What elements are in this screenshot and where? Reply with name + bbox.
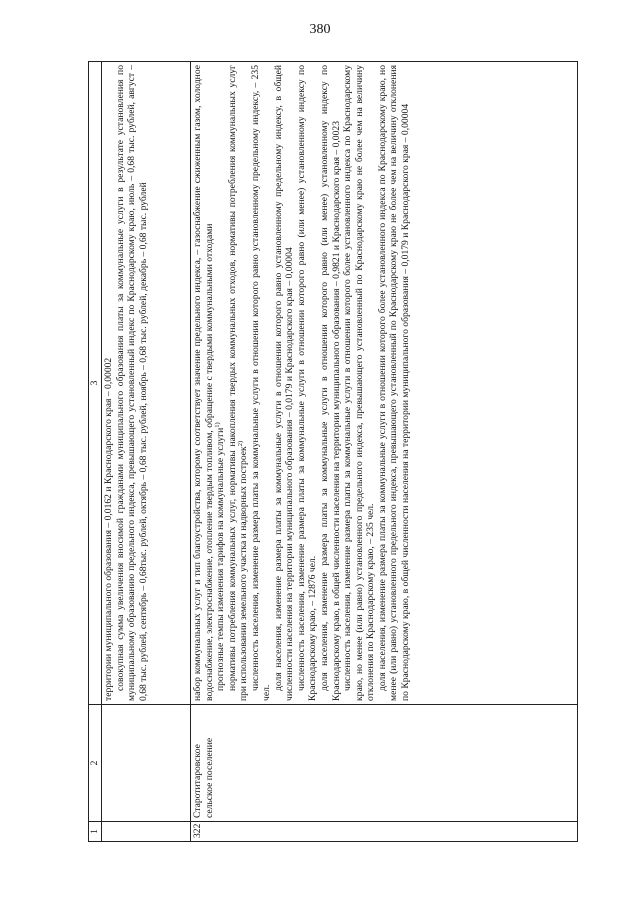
paragraph-share-equal-limit: доля населения, изменение размера платы за коммунальные услуги в отношении которого равно установленному предельному индексу, в общей численности населения на территории муниципального образования – 0,0179 и Краснодарского края – 0,00004 xyxy=(272,65,296,701)
cont-paragraph-sum: совокупная сумма увеличения вносимой гражданами муниципального образования платы за коммунальные услуги в результате установления по муниципальному образованию предельного индекса, превышающего установленный индекс по Краснодарскому краю, июль – 0,68 тыс. рублей, август – 0,68 тыс. рублей, сентябрь – 0,68тыс. рублей, октябрь – 0,68 тыс. рублей, ноябрь – 0,68 тыс. рублей, декабрь – 0,68 тыс. рублей xyxy=(114,65,149,701)
cont-row-municipality xyxy=(102,705,191,822)
municipality-name: Старотитаровское сельское поселение xyxy=(191,705,578,822)
header-col-3: 3 xyxy=(89,62,102,705)
paragraph-service-set: набор коммунальных услуг и тип благоустройства, которому соответствует значение предельного индекса, – газоснабжение сжиженным газом, холодное водоснабжение, электроснабжение, отопление твердым топливом, обращение с твердыми коммунальными отходами xyxy=(192,65,215,701)
header-row xyxy=(89,62,102,842)
paragraph-share-above-regional: доля населения, изменение размера платы за коммунальные услуги в отношении которого более установленного индекса по Краснодарскому краю, но менее (или равно) установленного предельного индекса, превышающего установленный по Краснодарскому краю не более чем на величину отклонения по Краснодарскому краю, в общей численности населения на территории муниципального образования – 0,0179 и Краснодарского края – 0,00004 xyxy=(376,65,411,701)
row-number: 322 xyxy=(191,822,578,842)
paragraph-share-below-regional: доля населения, изменение размера платы за коммунальные услуги в отношении которого равно (или менее) установленному индексу по Краснодарскому краю, в общей численности населения на территории муниципального образования – 0,9821 и Краснодарского края – 0,0023 xyxy=(319,65,342,701)
page-number: 380 xyxy=(309,22,331,37)
paragraph-norms: нормативы потребления коммунальных услуг, нормативы накопления твердых коммунальных отходов, нормативы потребления коммунальных услуг при использовании земельного участка и надворных построек$^{2)}$ xyxy=(226,65,250,701)
cont-paragraph-share: территории муниципального образования – 0,0162 и Краснодарского края – 0,00002 xyxy=(103,357,114,701)
row-details xyxy=(191,62,578,705)
cont-row-details xyxy=(102,62,191,705)
rotated-table-container xyxy=(88,62,578,842)
table-row-322 xyxy=(191,62,578,842)
indices-table xyxy=(88,61,578,842)
cont-row-number xyxy=(102,822,191,842)
header-col-2: 2 xyxy=(89,705,102,822)
paragraph-tariffs: прогнозные темпы изменения тарифов на коммунальные услуги$^{1)}$ xyxy=(213,422,227,691)
header-col-1: 1 xyxy=(89,822,102,842)
footnote-mark-1: 1) xyxy=(213,422,221,428)
paragraph-pop-above-regional: численность населения, изменение размера платы за коммунальные услуги в отношении которого более установленного индекса по Краснодарскому краю, но менее (или равно) установленного предельного индекса, превышающего установленный по Краснодарскому краю не более чем на величину отклонения по Краснодарскому краю, – 235 чел. xyxy=(342,65,377,701)
paragraph-pop-below-regional: численность населения, изменение размера платы за коммунальные услуги в отношении которого равно (или менее) установленному индексу по Краснодарскому краю, – 12876 чел. xyxy=(295,65,319,701)
footnote-mark-2: 2) xyxy=(237,440,244,447)
table-row-continued xyxy=(102,62,191,842)
paragraph-pop-equal-limit: численность населения, изменение размера платы за коммунальные услуги в отношении которого равно установленному предельному индексу, – 235 чел. xyxy=(249,65,273,701)
